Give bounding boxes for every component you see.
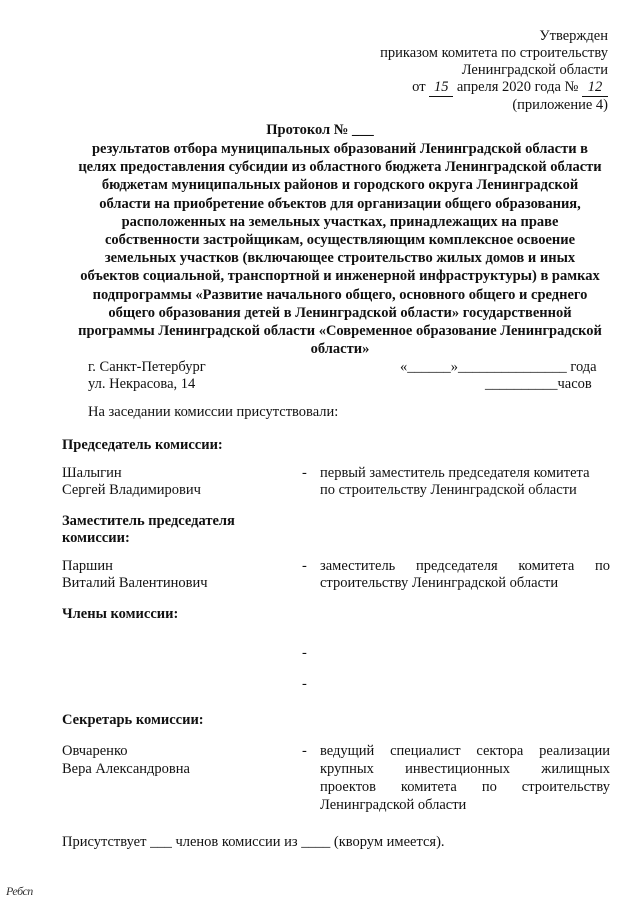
secretary-role-line-4: Ленинградской области <box>320 797 467 813</box>
secretary-role-line-1: ведущий специалист сектора реализации <box>320 743 610 759</box>
approval-appendix: (приложение 4) <box>512 97 608 113</box>
approval-date-prefix: от <box>412 79 426 95</box>
handwritten-initials: Ребсп <box>6 884 33 898</box>
deputy-role-line-2: строительству Ленинградской области <box>320 575 559 591</box>
approval-date-day: 15 <box>429 79 453 97</box>
deputy-dash: - <box>302 558 307 574</box>
time-field: __________часов <box>485 376 592 392</box>
approval-line-2: приказом комитета по строительству <box>380 45 608 61</box>
subject-line: расположенных на земельных участках, принадлежащих на праве <box>121 213 559 230</box>
approval-block <box>308 28 608 114</box>
subject-line: общего образования детей в Ленинградской области» государственной <box>108 304 572 321</box>
chairman-role-line-1: первый заместитель председателя комитета <box>320 465 590 481</box>
approval-line-3: Ленинградской области <box>461 62 608 78</box>
member-dash: - <box>302 645 307 661</box>
subject-line: бюджетам муниципальных районов и городского округа Ленинградской <box>101 177 579 194</box>
place-street: ул. Некрасова, 14 <box>88 376 196 392</box>
approval-order-number: 12 <box>582 79 608 97</box>
chairman-surname: Шалыгин <box>62 465 122 481</box>
subject-line: программы Ленинградской области «Современное образование Ленинградской <box>78 323 602 340</box>
secretary-given-name: Вера Александровна <box>62 761 190 777</box>
chairman-label: Председатель комиссии: <box>62 437 223 453</box>
secretary-role-line-2: крупных инвестиционных жилищных <box>320 761 610 777</box>
deputy-label-line-1: Заместитель председателя <box>62 513 235 529</box>
secretary-role-line-3: проектов комитета по строительству <box>320 779 610 795</box>
subject-line: подпрограммы «Развитие начального общего, основного общего и среднего <box>92 286 588 303</box>
subject-line: собственности застройщикам, осуществляющим комплексное освоение <box>104 232 576 249</box>
place-city: г. Санкт-Петербург <box>88 359 206 375</box>
present-label: На заседании комиссии присутствовали: <box>88 404 339 420</box>
chairman-role-line-2: по строительству Ленинградской области <box>320 482 577 498</box>
secretary-label: Секретарь комиссии: <box>62 712 204 728</box>
approval-date-line <box>308 79 608 97</box>
secretary-surname: Овчаренко <box>62 743 128 759</box>
quorum-line: Присутствует ___ членов комиссии из ____ (кворум имеется). <box>62 834 445 850</box>
protocol-subject <box>60 140 620 358</box>
chairman-dash: - <box>302 465 307 481</box>
deputy-label-line-2: комиссии: <box>62 530 130 546</box>
subject-line: объектов социальной, транспортной и инженерной инфраструктуры) в рамках <box>80 268 600 285</box>
date-field: «______»_______________ года <box>400 359 597 375</box>
secretary-dash: - <box>302 743 307 759</box>
subject-line: земельных участков (включающее строительство жилых домов и иных <box>104 250 576 267</box>
subject-line: области на приобретение объектов для организации общего образования, <box>99 195 581 212</box>
subject-line: области» <box>310 341 370 358</box>
protocol-title: Протокол № ___ <box>266 122 374 138</box>
approval-date-month-year: апреля 2020 года № <box>456 79 579 95</box>
deputy-given-name: Виталий Валентинович <box>62 575 208 591</box>
members-label: Члены комиссии: <box>62 606 179 622</box>
deputy-surname: Паршин <box>62 558 113 574</box>
subject-line: результатов отбора муниципальных образований Ленинградской области в <box>91 141 589 157</box>
deputy-role-line-1: заместитель председателя комитета по <box>320 558 610 574</box>
subject-line: целях предоставления субсидии из областного бюджета Ленинградской области <box>78 159 602 176</box>
approval-line-1: Утвержден <box>539 28 608 44</box>
member-dash: - <box>302 676 307 692</box>
chairman-given-name: Сергей Владимирович <box>62 482 201 498</box>
